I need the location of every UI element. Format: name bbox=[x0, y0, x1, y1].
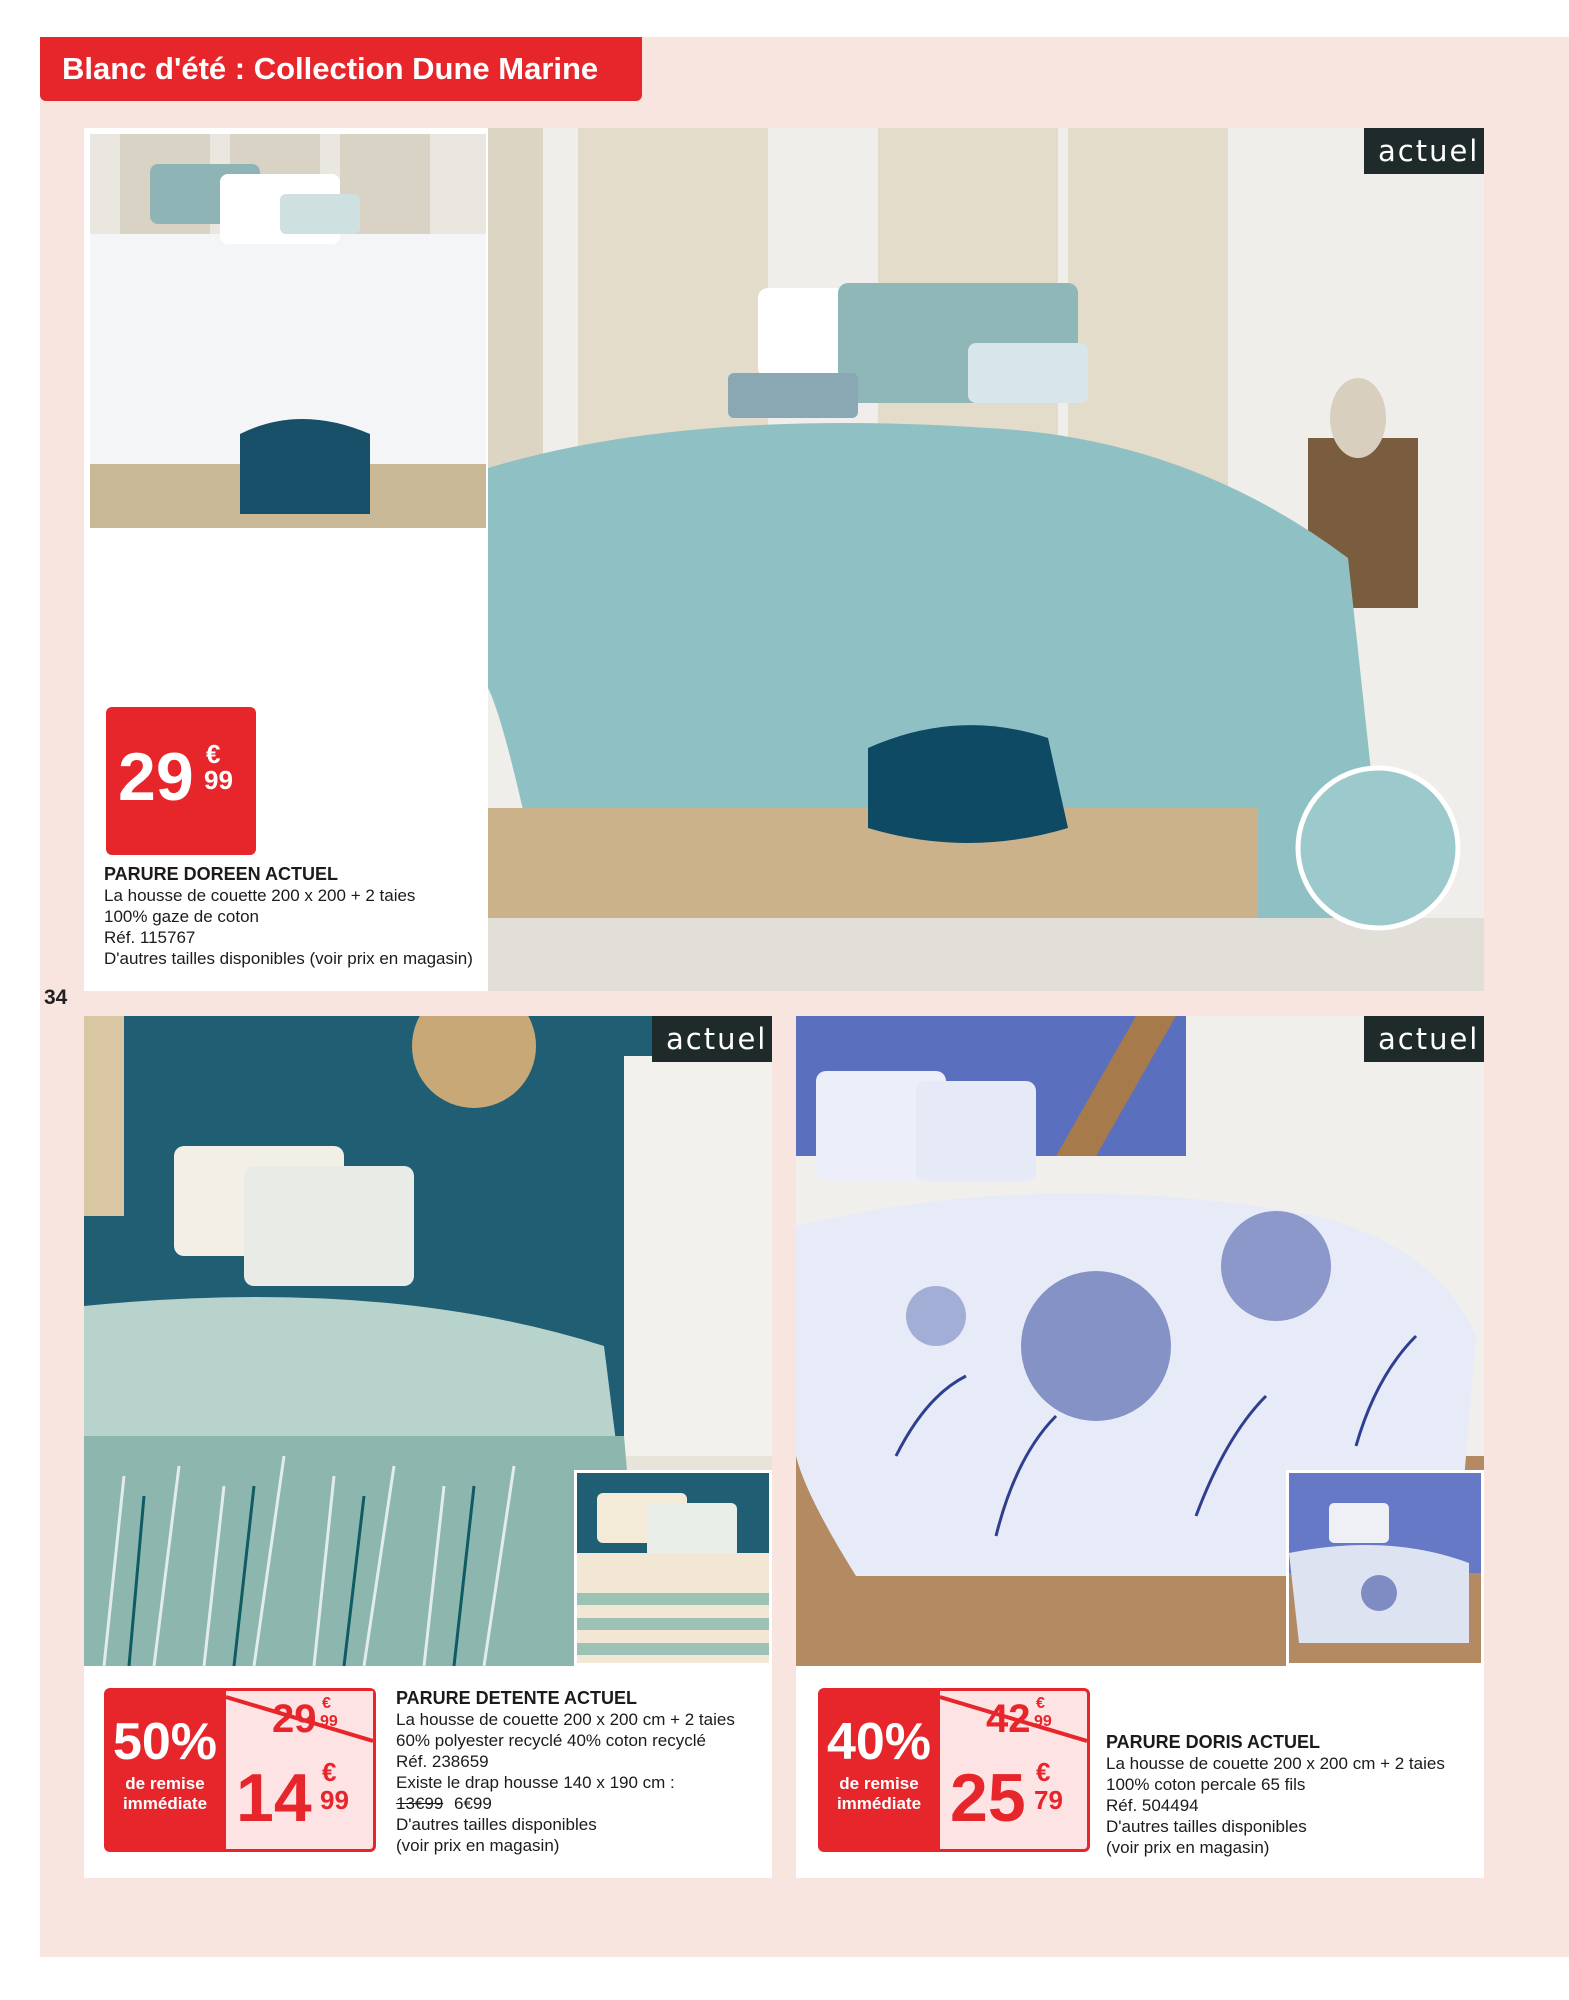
old-price-cur: € bbox=[1036, 1695, 1045, 1712]
new-price-dec: 79 bbox=[1034, 1785, 1063, 1815]
doris-description bbox=[1106, 1732, 1476, 1858]
section-header: Blanc d'été : Collection Dune Marine bbox=[40, 37, 642, 101]
old-price-dec: 99 bbox=[320, 1713, 338, 1730]
page-number: 34 bbox=[44, 986, 68, 1009]
sheet-old-price: 13€99 bbox=[396, 1794, 444, 1813]
doris-title: PARURE DORIS ACTUEL bbox=[1106, 1732, 1321, 1752]
new-price-cur: € bbox=[322, 1757, 337, 1787]
doris-line1: La housse de couette 200 x 200 cm + 2 taies bbox=[1106, 1754, 1445, 1773]
doris-ref: Réf. 504494 bbox=[1106, 1796, 1199, 1815]
doris-inset-photo bbox=[1286, 1470, 1484, 1666]
detente-description bbox=[396, 1688, 766, 1856]
new-price-int: 25 bbox=[950, 1760, 1026, 1836]
old-price-int: 29 bbox=[272, 1697, 317, 1741]
doreen-main-photo bbox=[488, 128, 1484, 991]
detente-line1: La housse de couette 200 x 200 cm + 2 taies bbox=[396, 1710, 735, 1729]
detente-note1: D'autres tailles disponibles bbox=[396, 1815, 597, 1834]
discount-badge bbox=[104, 1688, 226, 1852]
detente-line2: 60% polyester recyclé 40% coton recyclé bbox=[396, 1731, 706, 1750]
discount-label-2: immédiate bbox=[122, 1794, 208, 1813]
detente-price-block bbox=[104, 1688, 376, 1852]
discount-percent: 50% bbox=[112, 1713, 218, 1771]
detente-note2: (voir prix en magasin) bbox=[396, 1836, 560, 1855]
discount-label: de remise bbox=[125, 1774, 205, 1793]
discount-label: de remise bbox=[839, 1774, 919, 1793]
brand-label: actuel bbox=[1364, 128, 1484, 174]
detente-title: PARURE DETENTE ACTUEL bbox=[396, 1688, 638, 1708]
old-price-dec: 99 bbox=[1034, 1713, 1052, 1730]
detente-line3: Existe le drap housse 140 x 190 cm : bbox=[396, 1773, 675, 1792]
doreen-line2: 100% gaze de coton bbox=[104, 907, 260, 926]
doreen-description bbox=[104, 864, 484, 969]
doris-price-block bbox=[818, 1688, 1090, 1852]
sheet-new-price: 6€99 bbox=[454, 1794, 492, 1813]
doris-note2: (voir prix en magasin) bbox=[1106, 1838, 1270, 1857]
detente-ref: Réf. 238659 bbox=[396, 1752, 489, 1771]
discount-label-2: immédiate bbox=[836, 1794, 922, 1813]
new-price-cur: € bbox=[1036, 1757, 1051, 1787]
old-price-int: 42 bbox=[986, 1697, 1031, 1741]
doreen-line1: La housse de couette 200 x 200 + 2 taies bbox=[104, 886, 416, 905]
doris-line2: 100% coton percale 65 fils bbox=[1106, 1775, 1306, 1794]
price-compare bbox=[226, 1688, 376, 1852]
discount-badge bbox=[818, 1688, 940, 1852]
old-price-cur: € bbox=[322, 1695, 331, 1712]
product-panel-doris bbox=[796, 1016, 1484, 1878]
detente-inset-photo bbox=[574, 1470, 772, 1666]
brand-label: actuel bbox=[1364, 1016, 1484, 1062]
product-panel-detente bbox=[84, 1016, 772, 1878]
product-panel-doreen bbox=[84, 128, 1484, 991]
doreen-note: D'autres tailles disponibles (voir prix en magasin) bbox=[104, 949, 473, 968]
new-price-dec: 99 bbox=[320, 1785, 349, 1815]
detente-sheet-price bbox=[396, 1793, 766, 1814]
brand-label: actuel bbox=[652, 1016, 772, 1062]
new-price-int: 14 bbox=[236, 1760, 312, 1836]
doris-note1: D'autres tailles disponibles bbox=[1106, 1817, 1307, 1836]
doreen-inset-photo bbox=[90, 134, 486, 528]
doreen-ref: Réf. 115767 bbox=[104, 928, 196, 947]
price-badge-doreen: 29 € 99 bbox=[106, 707, 256, 855]
doreen-title: PARURE DOREEN ACTUEL bbox=[104, 864, 339, 884]
price-compare bbox=[940, 1688, 1090, 1852]
discount-percent: 40% bbox=[826, 1713, 932, 1771]
